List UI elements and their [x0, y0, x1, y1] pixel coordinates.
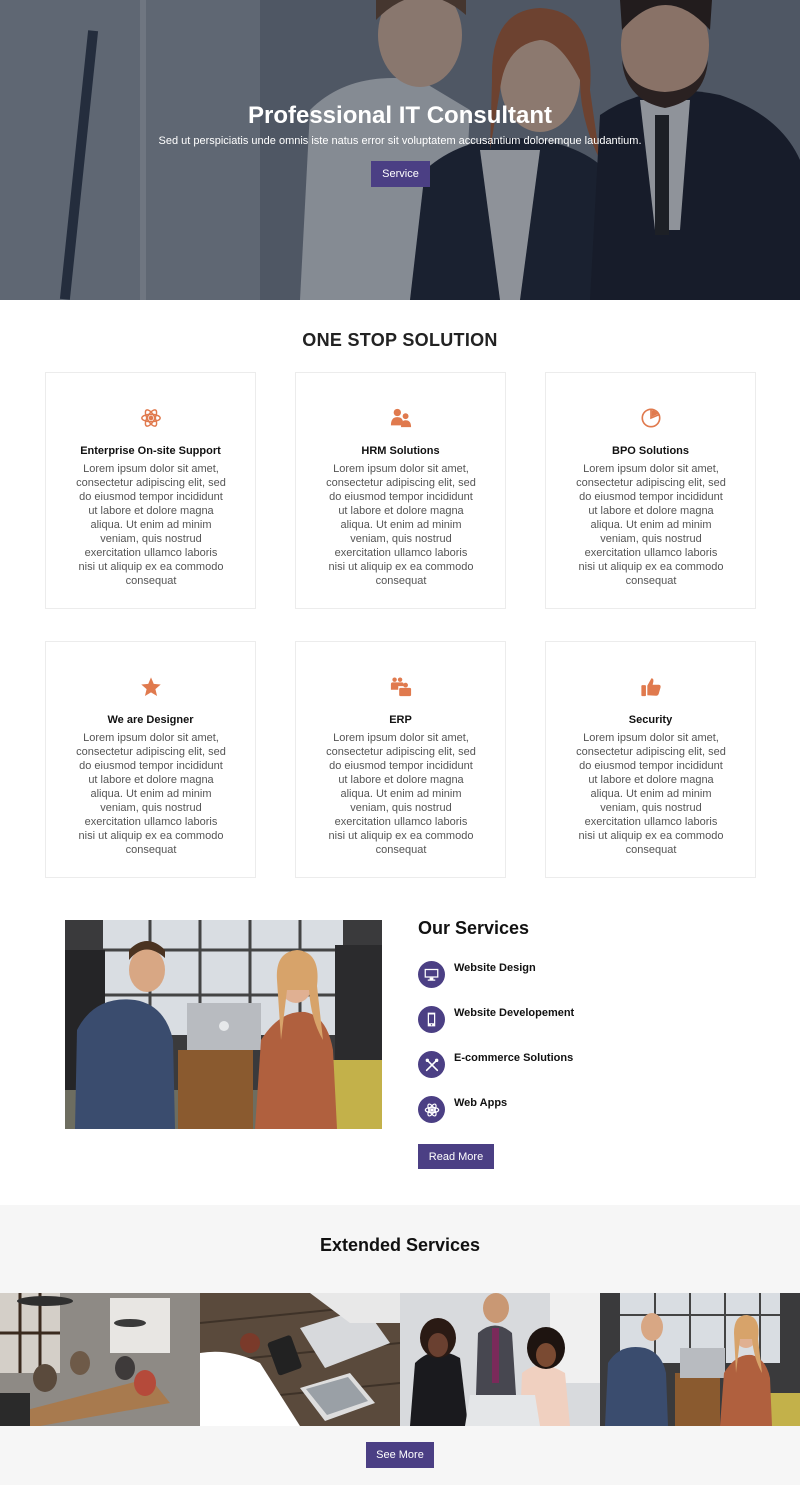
gallery-image-meeting[interactable] [600, 1293, 800, 1426]
gallery-image-team-laptop[interactable] [400, 1293, 600, 1426]
users-icon [296, 407, 505, 431]
service-item-label: Website Design [454, 962, 536, 974]
see-more-button[interactable]: See More [366, 1442, 434, 1468]
service-item-website-design[interactable] [418, 961, 678, 989]
solution-card-erp [295, 641, 506, 878]
hero-banner [0, 0, 800, 300]
service-item-ecommerce[interactable] [418, 1051, 678, 1079]
team-icon [296, 676, 505, 700]
card-title: Security [628, 714, 673, 726]
hero-title: Professional IT Consultant [247, 102, 553, 129]
services-title: Our Services [418, 918, 530, 938]
gallery-image-office-team[interactable] [0, 1293, 200, 1426]
hero-subtitle: Sed ut perspiciatis unde omnis iste natus error sit voluptatem accusantium doloremque laudantium. [158, 135, 642, 147]
service-item-website-development[interactable] [418, 1006, 678, 1034]
atom-icon [46, 407, 255, 431]
solution-card-security [545, 641, 756, 878]
card-title: Enterprise On-site Support [80, 445, 221, 457]
card-text: Lorem ipsum dolor sit amet, consectetur adipiscing elit, sed do eiusmod tempor incididunt ut labore et dolore magna aliqua. Ut enim ad minim veniam, quis nostrud exercitation ullamco laboris nisi ut aliquip ex ea commodo consequat [76, 732, 226, 856]
card-text: Lorem ipsum dolor sit amet, consectetur adipiscing elit, sed do eiusmod tempor incididunt ut labore et dolore magna aliqua. Ut enim ad minim veniam, quis nostrud exercitation ullamco laboris nisi ut aliquip ex ea commodo consequat [326, 732, 476, 856]
solution-card-designer [45, 641, 256, 878]
star-icon [46, 676, 255, 700]
mobile-icon [418, 1006, 445, 1033]
hero-overlay [0, 0, 800, 300]
service-item-label: Web Apps [454, 1097, 508, 1109]
card-title: ERP [389, 714, 412, 726]
atom-icon [418, 1096, 445, 1123]
gallery-image-desk-devices[interactable] [200, 1293, 400, 1426]
service-item-label: Website Developement [454, 1007, 575, 1019]
solution-card-hrm [295, 372, 506, 609]
card-text: Lorem ipsum dolor sit amet, consectetur adipiscing elit, sed do eiusmod tempor incididunt ut labore et dolore magna aliqua. Ut enim ad minim veniam, quis nostrud exercitation ullamco laboris nisi ut aliquip ex ea commodo consequat [326, 463, 476, 587]
monitor-icon [418, 961, 445, 988]
card-title: BPO Solutions [612, 445, 689, 457]
services-photo [65, 920, 382, 1129]
pie-chart-icon [546, 407, 755, 431]
read-more-button[interactable]: Read More [418, 1144, 494, 1169]
card-text: Lorem ipsum dolor sit amet, consectetur adipiscing elit, sed do eiusmod tempor incididunt ut labore et dolore magna aliqua. Ut enim ad minim veniam, quis nostrud exercitation ullamco laboris nisi ut aliquip ex ea commodo consequat [576, 463, 726, 587]
service-item-web-apps[interactable] [418, 1096, 678, 1124]
service-button[interactable]: Service [371, 161, 430, 187]
card-text: Lorem ipsum dolor sit amet, consectetur adipiscing elit, sed do eiusmod tempor incididunt ut labore et dolore magna aliqua. Ut enim ad minim veniam, quis nostrud exercitation ullamco laboris nisi ut aliquip ex ea commodo consequat [76, 463, 226, 587]
solution-card-enterprise-support [45, 372, 256, 609]
card-text: Lorem ipsum dolor sit amet, consectetur adipiscing elit, sed do eiusmod tempor incididunt ut labore et dolore magna aliqua. Ut enim ad minim veniam, quis nostrud exercitation ullamco laboris nisi ut aliquip ex ea commodo consequat [576, 732, 726, 856]
extended-services-title: Extended Services [319, 1235, 481, 1255]
service-item-label: E-commerce Solutions [454, 1052, 574, 1064]
thumbs-up-icon [546, 676, 755, 700]
solutions-title: ONE STOP SOLUTION [302, 330, 498, 350]
card-title: We are Designer [107, 714, 194, 726]
solution-card-bpo [545, 372, 756, 609]
card-title: HRM Solutions [361, 445, 440, 457]
tools-icon [418, 1051, 445, 1078]
